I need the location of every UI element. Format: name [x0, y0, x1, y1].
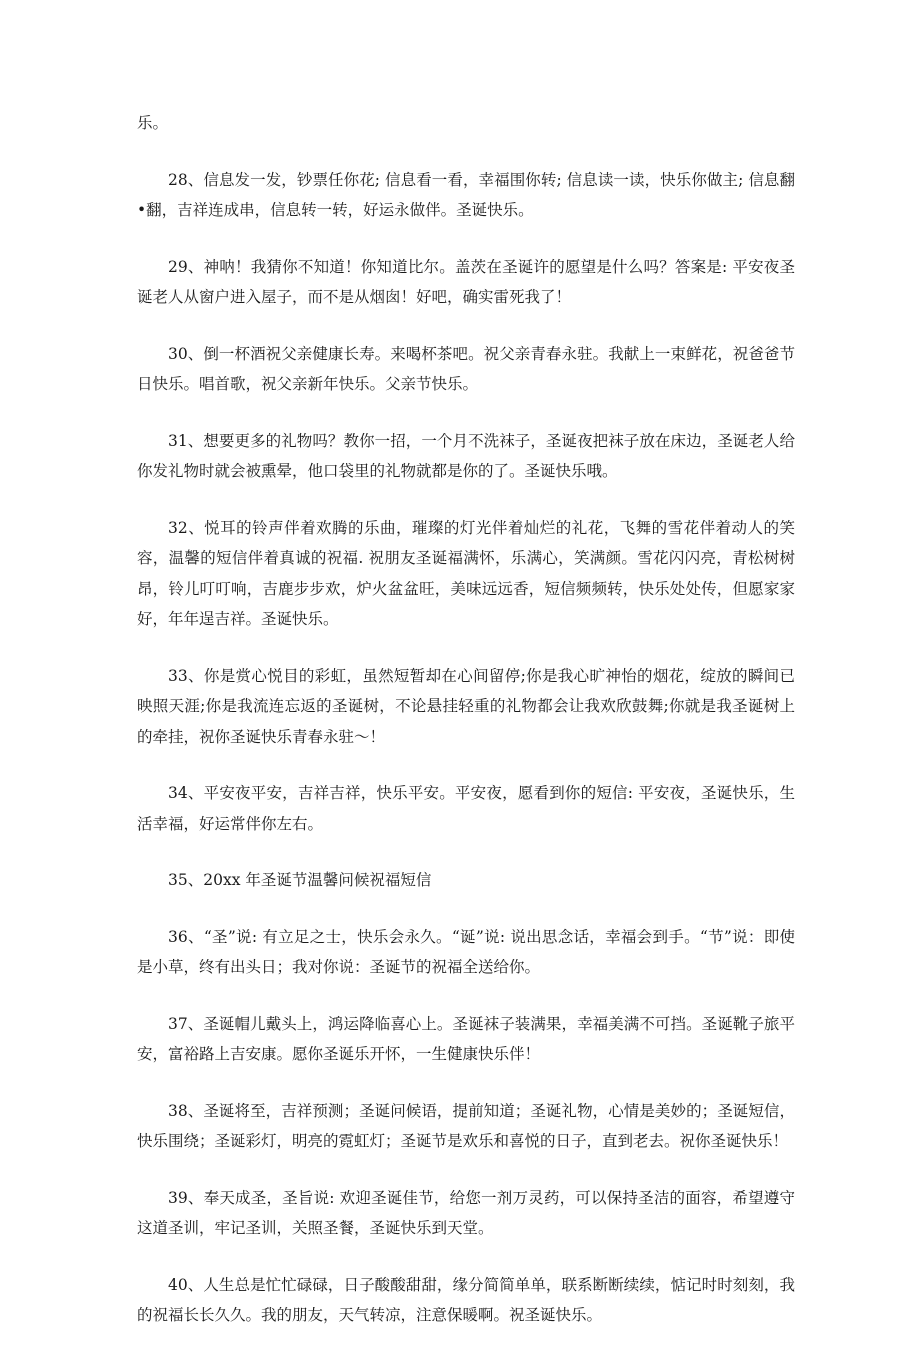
paragraph-38: 38、圣诞将至，吉祥预测；圣诞问候语，提前知道；圣诞礼物，心情是美妙的；圣诞短信，快乐围绕；圣诞彩灯，明亮的霓虹灯；圣诞节是欢乐和喜悦的日子，直到老去。祝你圣诞快乐！ — [137, 1101, 795, 1150]
paragraph-30: 30、倒一杯酒祝父亲健康长寿。来喝杯茶吧。祝父亲青春永驻。我献上一束鲜花，祝爸爸节日快乐。唱首歌，祝父亲新年快乐。父亲节快乐。 — [137, 344, 795, 393]
paragraph-33: 33、你是赏心悦目的彩虹，虽然短暂却在心间留停;你是我心旷神怡的烟花，绽放的瞬间已映照天涯;你是我流连忘返的圣诞树，不论悬挂轻重的礼物都会让我欢欣鼓舞;你就是我圣诞树上的牵挂，祝你圣诞快乐青春永驻～！ — [137, 666, 795, 746]
paragraph-39: 39、奉天成圣，圣旨说: 欢迎圣诞佳节，给您一剂万灵药，可以保持圣洁的面容，希望遵守这道圣训，牢记圣训，关照圣餐，圣诞快乐到天堂。 — [137, 1188, 795, 1237]
paragraph-36: 36、“圣”说: 有立足之士，快乐会永久。“诞”说: 说出思念话，幸福会到手。“节”说：即使是小草，终有出头日；我对你说：圣诞节的祝福全送给你。 — [137, 927, 795, 976]
paragraph-35-heading: 35、20xx 年圣诞节温馨问候祝福短信 — [168, 871, 432, 889]
paragraph-34: 34、平安夜平安，吉祥吉祥，快乐平安。平安夜，愿看到你的短信: 平安夜，圣诞快乐，生活幸福，好运常伴你左右。 — [137, 784, 795, 833]
paragraph-40: 40、人生总是忙忙碌碌，日子酸酸甜甜，缘分简简单单，联系断断续续，惦记时时刻刻，我的祝福长长久久。我的朋友，天气转凉，注意保暖啊。祝圣诞快乐。 — [137, 1275, 795, 1324]
paragraph-continuation: 乐。 — [137, 114, 169, 132]
paragraph-32: 32、悦耳的铃声伴着欢腾的乐曲，璀璨的灯光伴着灿烂的礼花，飞舞的雪花伴着动人的笑容，温馨的短信伴着真诚的祝福. 祝朋友圣诞福满怀，乐满心，笑满颜。雪花闪闪亮，青松树树昂，铃儿叮叮响，吉鹿步步欢，炉火盆盆旺，美味远远香，短信频频转，快乐处处传，但愿家家好，年年逞吉祥。圣诞快乐。 — [137, 518, 795, 628]
paragraph-37: 37、圣诞帽儿戴头上，鸿运降临喜心上。圣诞袜子装满果，幸福美满不可挡。圣诞靴子旅平安，富裕路上吉安康。愿你圣诞乐开怀，一生健康快乐伴！ — [137, 1014, 795, 1063]
paragraph-31: 31、想要更多的礼物吗？教你一招，一个月不洗袜子，圣诞夜把袜子放在床边，圣诞老人给你发礼物时就会被熏晕，他口袋里的礼物就都是你的了。圣诞快乐哦。 — [137, 431, 795, 480]
document-body — [137, 108, 795, 1357]
paragraph-28: 28、信息发一发，钞票任你花; 信息看一看，幸福围你转; 信息读一读，快乐你做主; 信息翻•翻，吉祥连成串，信息转一转，好运永做伴。圣诞快乐。 — [137, 170, 795, 219]
paragraph-29: 29、神呐！我猜你不知道！你知道比尔。盖茨在圣诞许的愿望是什么吗？答案是: 平安夜圣诞老人从窗户进入屋子，而不是从烟囱！好吧，确实雷死我了！ — [137, 257, 795, 306]
